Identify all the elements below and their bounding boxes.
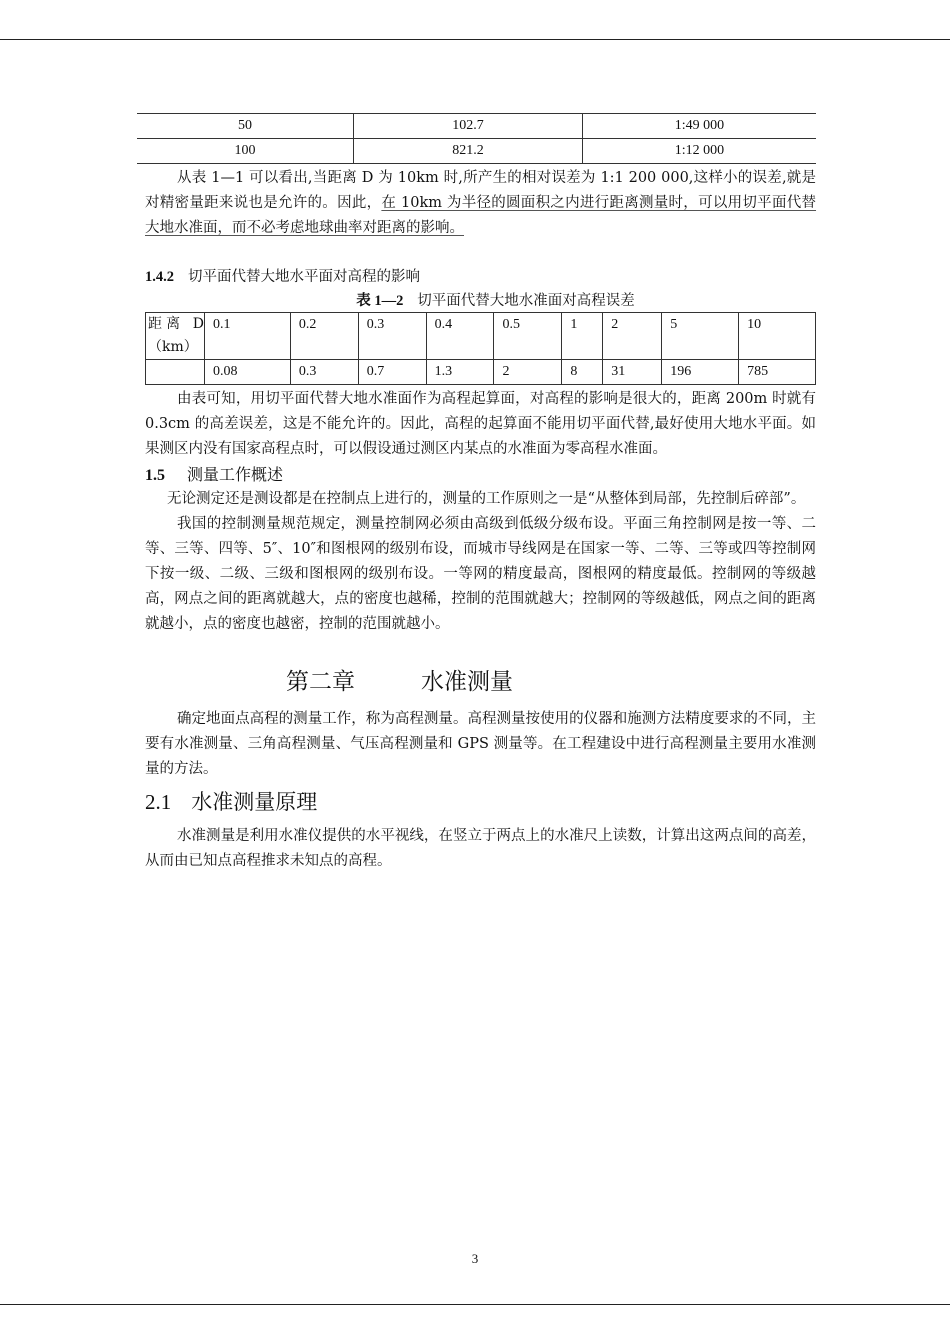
table-cell: 2 xyxy=(603,313,662,360)
table-cell: 1.3 xyxy=(426,360,494,385)
table-cell: 2 xyxy=(494,360,562,385)
section-title: 切平面代替大地水平面对高程的影响 xyxy=(188,269,420,285)
table-cell: 10 xyxy=(739,313,816,360)
paragraph-elevation-survey: 确定地面点高程的测量工作，称为高程测量。高程测量按使用的仪器和施测方法精度要求的不同，主要有水准测量、三角高程测量、气压高程测量和 GPS 测量等。在工程建设中进行高程测量主要用水准测量的方法。 xyxy=(145,711,816,777)
paragraph-distance-conclusion xyxy=(145,166,816,241)
section-number: 1.5 xyxy=(145,467,165,484)
table-cell: 821.2 xyxy=(354,139,583,164)
table-cell: 0.3 xyxy=(358,313,426,360)
table-row xyxy=(137,114,816,139)
page-number: 3 xyxy=(471,1251,479,1266)
table-cell: 8 xyxy=(562,360,603,385)
paragraph-survey-principle: 无论测定还是测设都是在控制点上进行的，测量的工作原则之一是“从整体到局部，先控制后碎部”。 xyxy=(167,491,806,507)
elevation-error-table xyxy=(145,312,816,385)
section-title: 测量工作概述 xyxy=(187,465,284,484)
table-cell: 5 xyxy=(662,313,739,360)
table-caption-title: 切平面代替大地水准面对高程误差 xyxy=(417,293,635,309)
table-cell: 31 xyxy=(603,360,662,385)
underlined-conclusion: 在 10km 为半径的圆面积之内进行距离测量时，可以用切平面代替大地水准面，而不必考虑地球曲率对距离的影响。 xyxy=(145,195,817,236)
table-cell: 785 xyxy=(739,360,816,385)
table-cell: 100 xyxy=(137,139,354,164)
table-cell: 50 xyxy=(137,114,354,139)
table-cell: 196 xyxy=(662,360,739,385)
table-header-empty xyxy=(146,360,205,385)
chapter-title: 水准测量 xyxy=(421,669,513,695)
table-cell: 0.5 xyxy=(494,313,562,360)
table-cell: 1:49 000 xyxy=(583,114,817,139)
table-cell: 0.7 xyxy=(358,360,426,385)
table-cell: 0.3 xyxy=(290,360,358,385)
paragraph-elevation-effect: 由表可知，用切平面代替大地水准面作为高程起算面，对高程的影响是很大的，距离 200m 时就有 0.3cm 的高差误差，这是不能允许的。因此，高程的起算面不能用切平面代替,最好使用大地水平面。如果测区内没有国家高程点时，可以假设通过测区内某点的水准面为零高程水准面。 xyxy=(145,391,816,457)
paragraph-control-network: 我国的控制测量规范规定，测量控制网必须由高级到低级分级布设。平面三角控制网是按一等、二等、三等、四等、5″、10″和图根网的级别布设，而城市导线网是在国家一等、二等、三等或四等控制网下按一级、二级、三级和图根网的级别布设。一等网的精度最高，图根网的精度最低。控制网的等级越高，网点之间的距离就越大，点的密度也越稀，控制的范围就越大；控制网的等级越低，网点之间的距离就越小，点的密度也越密，控制的范围就越小。 xyxy=(145,516,816,632)
chapter-heading xyxy=(145,667,816,697)
table-row-errors xyxy=(146,360,816,385)
section-number: 2.1 xyxy=(145,790,172,814)
section-2-1-heading xyxy=(145,788,816,816)
table-cell: 1 xyxy=(562,313,603,360)
page-content xyxy=(145,113,816,874)
table-row xyxy=(137,139,816,164)
section-number: 1.4.2 xyxy=(145,269,174,285)
chapter-number: 第二章 xyxy=(286,669,355,695)
table-cell: 0.2 xyxy=(290,313,358,360)
table-caption xyxy=(175,290,816,312)
header-rule xyxy=(0,39,950,40)
table-cell: 1:12 000 xyxy=(583,139,817,164)
table-row-distances xyxy=(146,313,816,360)
table-cell: 0.08 xyxy=(205,360,291,385)
table-header-distance: 距离 D（km） xyxy=(146,313,205,360)
table-cell: 0.1 xyxy=(205,313,291,360)
section-title: 水准测量原理 xyxy=(191,790,318,814)
footer-rule xyxy=(0,1304,950,1305)
distance-error-table-continued xyxy=(137,113,816,164)
section-1-5-heading xyxy=(145,464,816,487)
section-1-4-2-heading xyxy=(145,265,816,290)
paragraph-text: 从表 1—1 可以看出,当距离 D 为 10km 时,所产生的相对误差为 1:1 200 000,这样小的误差,就是对精密量距来说也是允许的。因此， xyxy=(145,170,816,211)
paragraph-leveling-principle: 水准测量是利用水准仪提供的水平视线，在竖立于两点上的水准尺上读数，计算出这两点间的高差，从而由已知点高程推求未知点的高程。 xyxy=(145,828,816,869)
table-cell: 0.4 xyxy=(426,313,494,360)
table-cell: 102.7 xyxy=(354,114,583,139)
table-caption-number: 表 1—2 xyxy=(356,293,404,309)
